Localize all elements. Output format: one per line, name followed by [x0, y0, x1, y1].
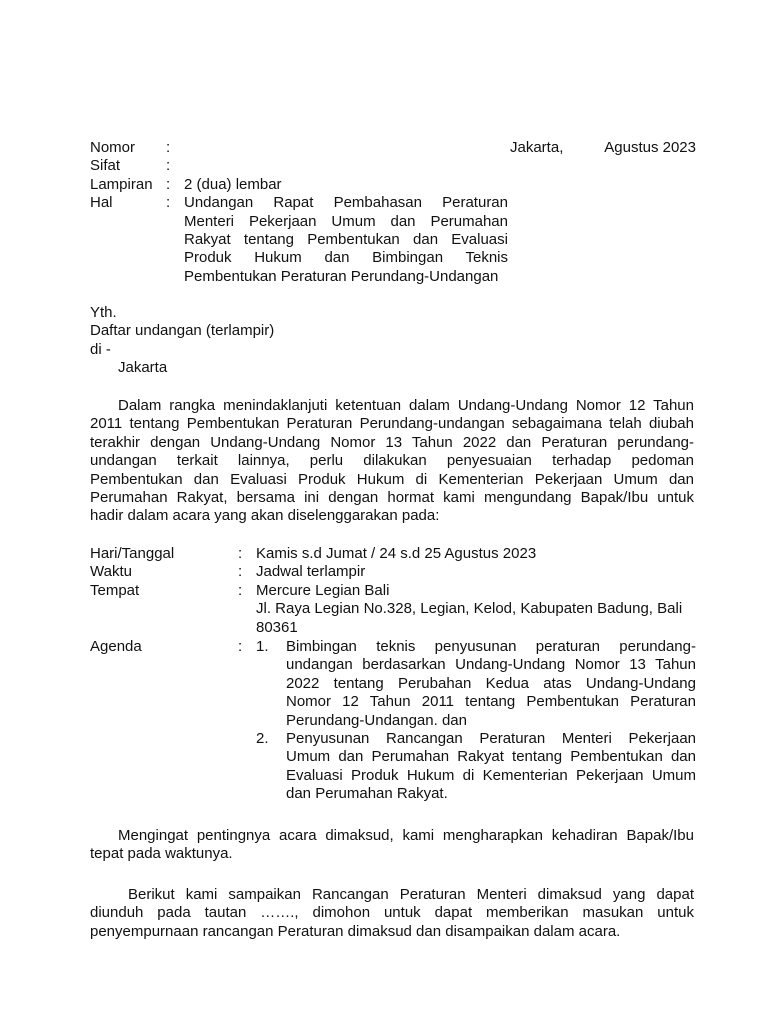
intro-paragraph [90, 397, 694, 526]
venue-address: Jl. Raya Legian No.328, Legian, Kelod, Kabupaten Badung, Bali [256, 600, 683, 618]
hari-label: Hari/Tanggal [90, 545, 175, 562]
colon: : [166, 175, 171, 193]
agenda-line: undangan berdasarkan Undang-Undang Nomor 13 Tahun [286, 656, 696, 674]
closing-line: tepat pada waktunya. [90, 845, 233, 863]
waktu-value: Jadwal terlampir [256, 563, 366, 581]
followup-line: diunduh pada tautan ……., dimohon untuk dapat memberikan masukan untuk [90, 904, 694, 922]
detail-row-tempat [90, 582, 696, 637]
agenda-number: 2. [256, 730, 269, 748]
agenda-line: dan Perumahan Rakyat. [286, 785, 448, 803]
agenda-item [256, 638, 696, 730]
closing-line: Mengingat pentingnya acara dimaksud, kami mengharapkan kehadiran Bapak/Ibu [118, 827, 694, 844]
closing-paragraph [90, 827, 694, 864]
letter-header [90, 139, 696, 286]
agenda-item [256, 730, 696, 804]
tempat-label: Tempat [90, 581, 140, 599]
tempat-value [256, 582, 696, 637]
agenda-line: Nomor 12 Tahun 2011 tentang Pembentukan Peraturan [286, 693, 696, 711]
colon: : [238, 638, 243, 656]
intro-line: terakhir dengan Undang-Undang Nomor 13 Tahun 2022 dan Peraturan perundang- [90, 433, 694, 451]
agenda-line: Umum dan Perumahan Rakyat tentang Pembentukan dan [286, 748, 696, 766]
colon: : [166, 139, 171, 156]
agenda-text [286, 730, 696, 804]
venue-name: Mercure Legian Bali [256, 581, 390, 599]
detail-row-waktu [90, 563, 696, 581]
colon: : [166, 157, 171, 175]
agenda-text [286, 638, 696, 730]
colon: : [238, 545, 243, 562]
event-details [90, 545, 696, 804]
hal-value [184, 194, 508, 286]
detail-row-hari [90, 545, 696, 563]
colon: : [166, 194, 171, 212]
waktu-label: Waktu [90, 563, 132, 581]
hal-line: Undangan Rapat Pembahasan Peraturan [184, 194, 508, 212]
colon: : [238, 581, 243, 599]
agenda-line: Evaluasi Produk Hukum di Kementerian Pekerjaan Umum [286, 766, 696, 784]
followup-line: penyempurnaan rancangan Peraturan dimaksud dan disampaikan dalam acara. [90, 922, 621, 940]
hal-line: Menteri Pekerjaan Umum dan Perumahan [184, 212, 508, 230]
followup-paragraph [90, 886, 694, 941]
agenda-label: Agenda [90, 638, 142, 656]
followup-line: Berikut kami sampaikan Rancangan Peraturan Menteri dimaksud yang dapat [128, 886, 694, 903]
lampiran-label: Lampiran [90, 175, 153, 193]
venue-postcode: 80361 [256, 618, 298, 636]
hal-line: Produk Hukum dan Bimbingan Teknis [184, 249, 508, 267]
header-row-hal [90, 194, 696, 286]
intro-line: hadir dalam acara yang akan diselenggarakan pada: [90, 507, 440, 525]
header-row-lampiran [90, 176, 696, 194]
agenda-line: Penyusunan Rancangan Peraturan Menteri Pekerjaan [286, 730, 696, 748]
intro-line: Perumahan Rakyat, bersama ini dengan hormat kami mengundang Bapak/Ibu untuk [90, 489, 694, 507]
recipient-yth: Yth. [90, 304, 117, 321]
agenda-number: 1. [256, 638, 269, 656]
hari-value: Kamis s.d Jumat / 24 s.d 25 Agustus 2023 [256, 545, 537, 562]
lampiran-value: 2 (dua) lembar [184, 175, 282, 193]
recipient-block [90, 304, 274, 378]
intro-line: undangan terkait lainnya, perlu dilakukan penyesuaian terhadap pedoman [90, 452, 694, 470]
detail-row-agenda [90, 638, 696, 804]
nomor-label: Nomor [90, 139, 136, 156]
hal-line: Pembentukan Peraturan Perundang-Undangan [184, 267, 499, 285]
date-city: Jakarta, [510, 139, 564, 156]
recipient-city: Jakarta [118, 359, 168, 377]
sifat-label: Sifat [90, 157, 121, 175]
agenda-line: Perundang-Undangan. dan [286, 711, 467, 729]
header-row-sifat [90, 157, 696, 175]
agenda-line: 2022 tentang Perubahan Kedua atas Undang-Undang [286, 674, 696, 692]
hal-label: Hal [90, 194, 113, 212]
agenda-line: Bimbingan teknis penyusunan peraturan perundang- [286, 638, 696, 656]
intro-line: Pembentukan dan Evaluasi Produk Hukum di Kementerian Pekerjaan Umum dan [90, 470, 694, 488]
sifat-value [184, 157, 696, 175]
intro-line: Dalam rangka menindaklanjuti ketentuan dalam Undang-Undang Nomor 12 Tahun [118, 397, 694, 414]
agenda-list [256, 638, 696, 804]
recipient-di: di - [90, 340, 111, 358]
hal-line: Rakyat tentang Pembentukan dan Evaluasi [184, 231, 508, 249]
colon: : [238, 563, 243, 581]
recipient-name: Daftar undangan (terlampir) [90, 322, 275, 340]
date-value: Agustus 2023 [604, 139, 696, 156]
intro-line: 2011 tentang Pembentukan Peraturan Perundang-undangan sebagaimana telah diubah [90, 415, 694, 433]
letter-date [510, 139, 696, 157]
